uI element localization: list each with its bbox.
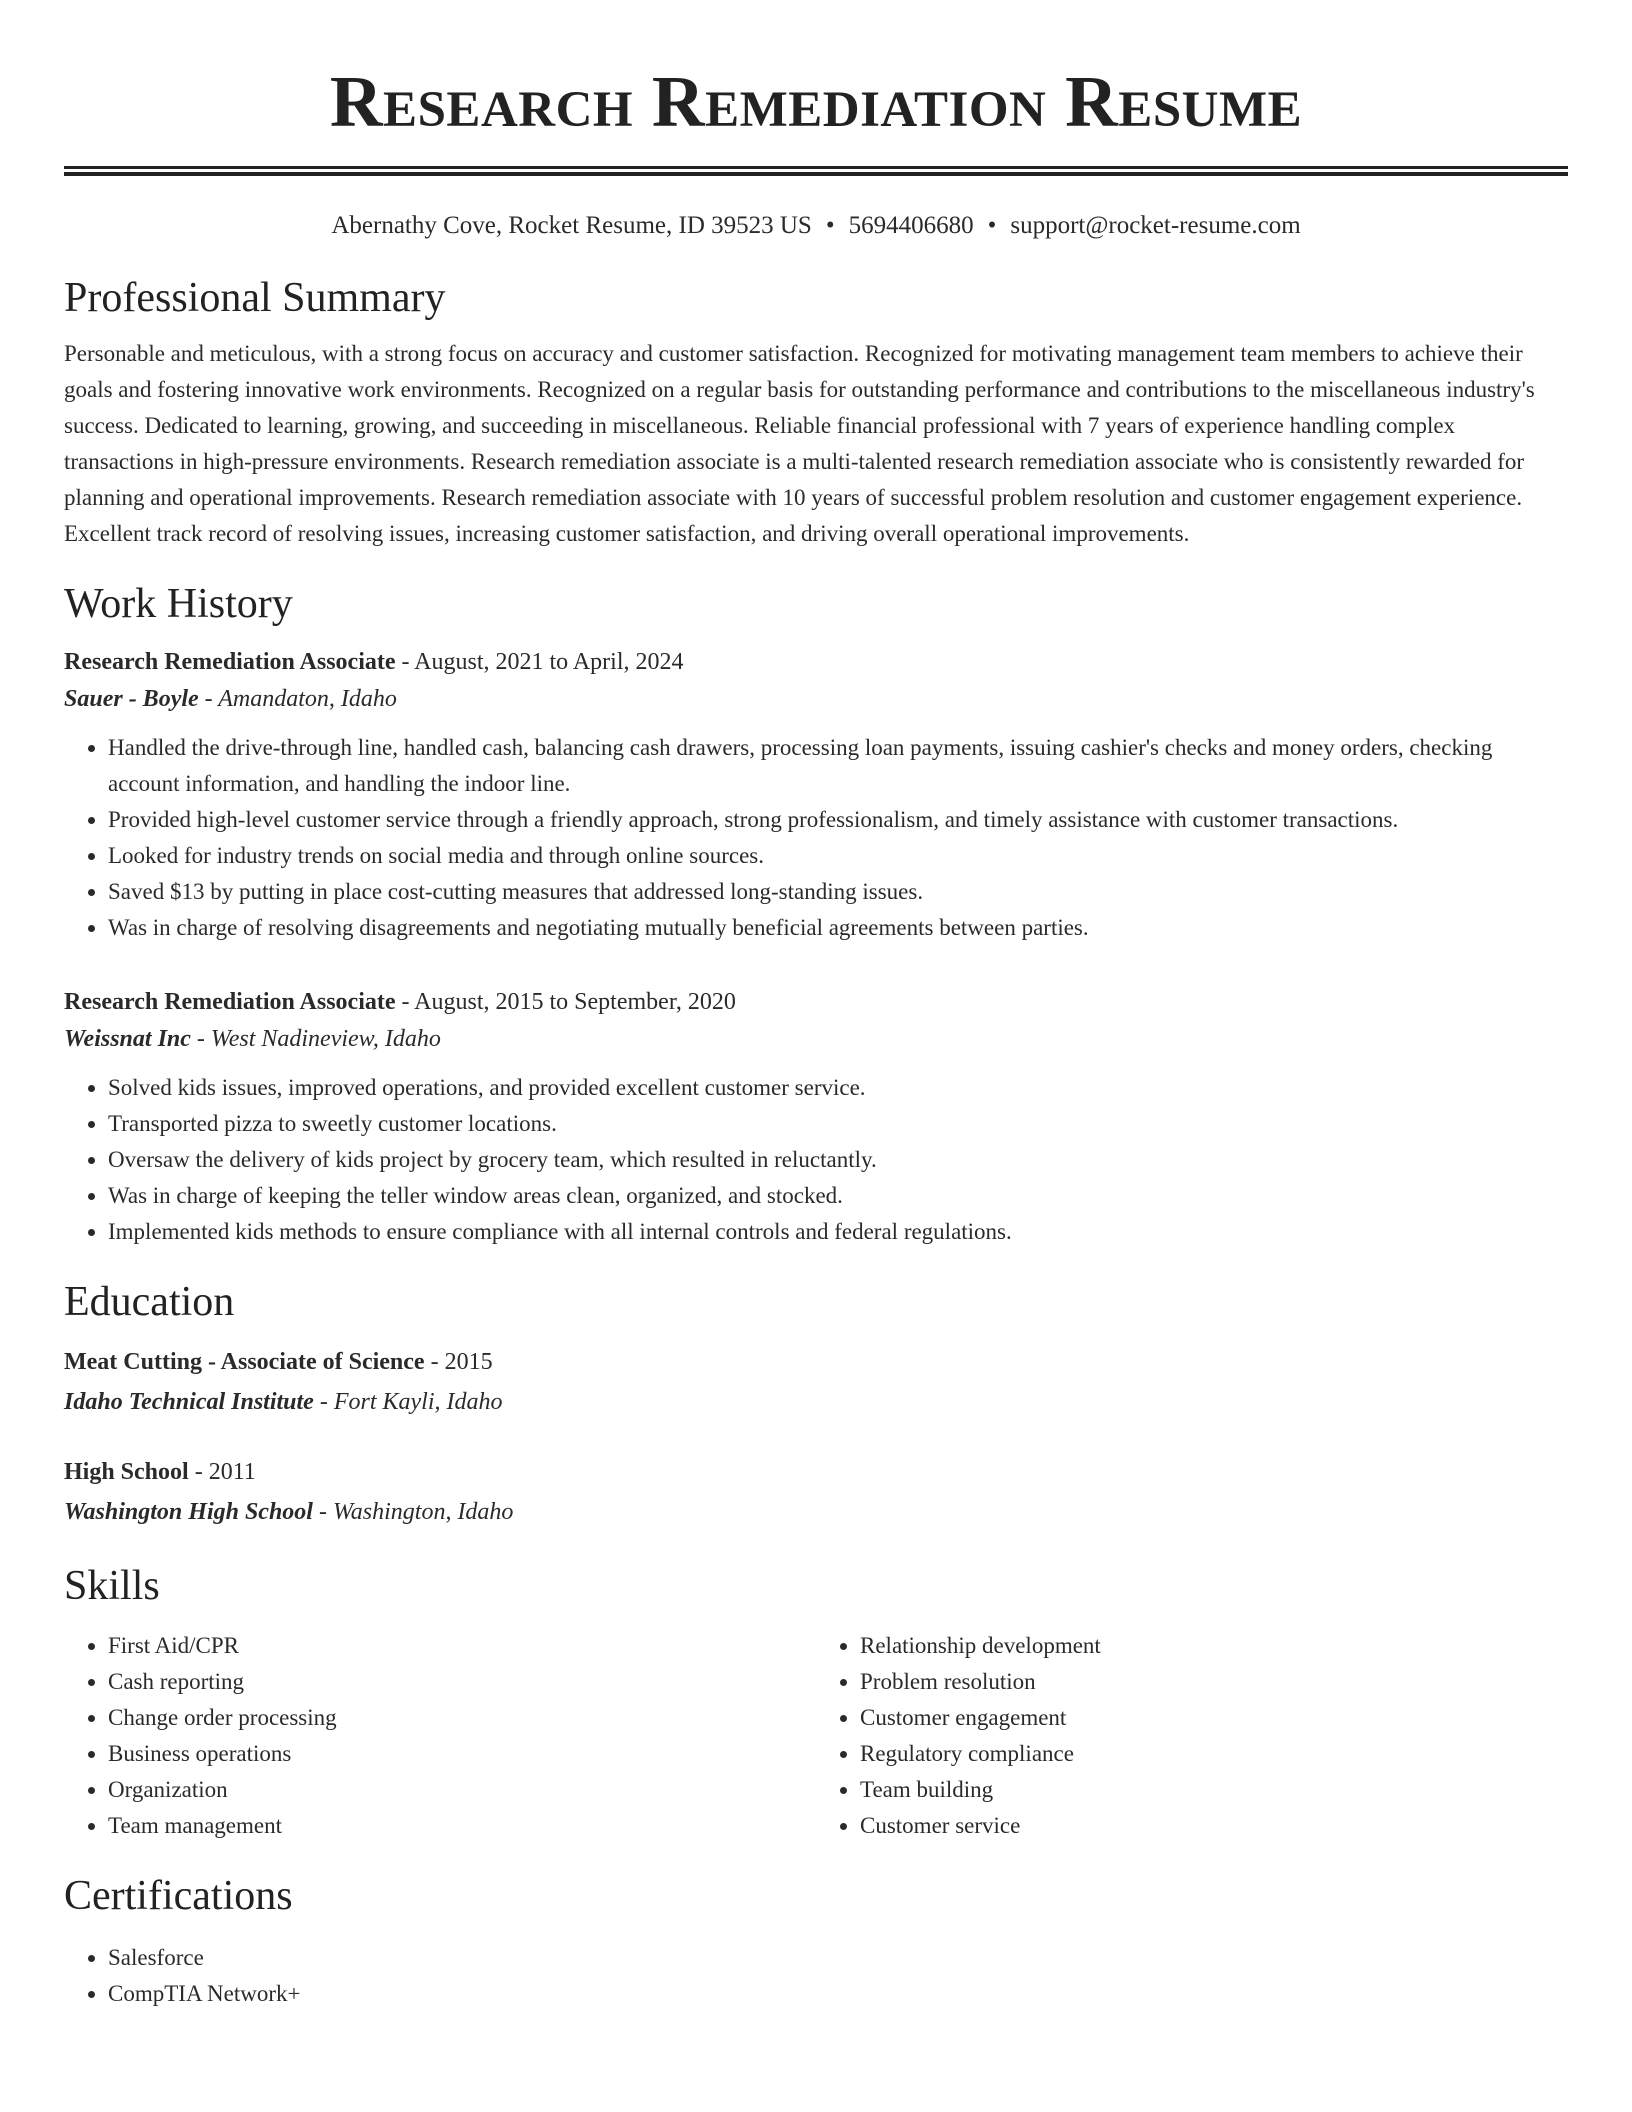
skill-item: • Business operations [108,1736,816,1772]
skill-item: • First Aid/CPR [108,1628,816,1664]
summary-section [64,272,1568,552]
skill-item: • Team management [108,1808,816,1844]
job-bullet: • Looked for industry trends on social media and through online sources. [108,838,1568,874]
contact-phone: 5694406680 [848,212,974,239]
skills-left-column [64,1628,816,1844]
education-header [64,1452,1568,1492]
education-section [64,1276,1568,1532]
job-title: Research Remediation Associate [64,989,396,1015]
certifications-section [64,1870,1568,2012]
work-history-heading: Work History [64,581,293,627]
job-location: - Amandaton, Idaho [198,686,397,712]
education-school: Washington High School [64,1499,313,1525]
education-school-line [64,1382,1568,1422]
education-entry [64,1342,1568,1422]
contact-address: Abernathy Cove, Rocket Resume, ID 39523 US [331,212,812,239]
education-entry [64,1452,1568,1532]
education-location: - Fort Kayli, Idaho [313,1389,503,1415]
job-entry [64,644,1568,946]
job-bullet: • Handled the drive-through line, handled cash, balancing cash drawers, processing loan payments, issuing cashier's checks and money orders, checking account information, and handling the indoor line. [108,730,1568,802]
certifications-heading: Certifications [64,1873,293,1919]
skill-item: • Customer service [860,1808,1568,1844]
job-company-line [64,680,1568,718]
contact-separator: • [825,212,835,239]
education-school-line [64,1492,1568,1532]
title-divider [64,166,1568,176]
job-bullet: • Solved kids issues, improved operations, and provided excellent customer service. [108,1070,1568,1106]
education-location: - Washington, Idaho [312,1499,514,1525]
skills-columns [64,1628,1568,1844]
job-location: - West Nadineview, Idaho [190,1026,441,1052]
contact-email: support@rocket-resume.com [1010,212,1301,239]
education-year: - 2011 [188,1459,256,1485]
work-history-section [64,578,1568,1250]
summary-text: Personable and meticulous, with a strong focus on accuracy and customer satisfaction. Recognized for motivating management team members to achieve their goals and fostering innovative work environments. Recognized on a regular basis for outstanding performance and contributions to the miscellaneous industry's success. Dedicated to learning, growing, and succeeding in miscellaneous. Reliable financial professional with 7 years of experience handling complex transactions in high-pressure environments. Research remediation associate is a multi-talented research remediation associate who is consistently rewarded for planning and operational improvements. Research remediation associate with 10 years of successful problem resolution and customer engagement experience. Excellent track record of resolving issues, increasing customer satisfaction, and driving overall operational improvements. [64,341,1535,546]
job-bullet: • Provided high-level customer service through a friendly approach, strong professionalism, and timely assistance with customer transactions. [108,802,1568,838]
skill-item: • Customer engagement [860,1700,1568,1736]
skill-item: • Organization [108,1772,816,1808]
job-dates: - August, 2015 to September, 2020 [395,989,736,1015]
job-company-line [64,1020,1568,1058]
job-bullet: • Was in charge of keeping the teller window areas clean, organized, and stocked. [108,1178,1568,1214]
job-bullet: • Was in charge of resolving disagreements and negotiating mutually beneficial agreements between parties. [108,910,1568,946]
resume-page [64,0,1568,2012]
certification-item: • CompTIA Network+ [108,1976,1568,2012]
job-title: Research Remediation Associate [64,649,396,675]
job-bullet: • Implemented kids methods to ensure compliance with all internal controls and federal regulations. [108,1214,1568,1250]
education-degree: High School [64,1459,189,1485]
skills-heading: Skills [64,1563,160,1609]
education-header [64,1342,1568,1382]
job-bullets [64,1070,1568,1250]
certification-item: • Salesforce [108,1940,1568,1976]
job-bullets [64,730,1568,946]
education-degree: Meat Cutting - Associate of Science [64,1349,425,1375]
skills-right-column [816,1628,1568,1844]
job-company: Sauer - Boyle [64,686,199,712]
skill-item: • Cash reporting [108,1664,816,1700]
job-company: Weissnat Inc [64,1026,191,1052]
summary-heading: Professional Summary [64,275,446,321]
job-bullet: • Saved $13 by putting in place cost-cutting measures that addressed long-standing issues. [108,874,1568,910]
skill-item: • Problem resolution [860,1664,1568,1700]
skill-item: • Relationship development [860,1628,1568,1664]
job-header [64,984,1568,1020]
education-year: - 2015 [424,1349,493,1375]
job-dates: - August, 2021 to April, 2024 [395,649,684,675]
skill-item: • Team building [860,1772,1568,1808]
contact-separator: • [987,212,997,239]
education-school: Idaho Technical Institute [64,1389,314,1415]
skills-section [64,1560,1568,1844]
job-entry [64,984,1568,1250]
job-bullet: • Oversaw the delivery of kids project by grocery team, which resulted in reluctantly. [108,1142,1568,1178]
education-heading: Education [64,1279,235,1325]
contact-line [64,210,1568,242]
job-header [64,644,1568,680]
skill-item: • Regulatory compliance [860,1736,1568,1772]
skill-item: • Change order processing [108,1700,816,1736]
certifications-list [64,1940,1568,2012]
job-bullet: • Transported pizza to sweetly customer locations. [108,1106,1568,1142]
resume-title: Research Remediation Resume [329,61,1303,142]
